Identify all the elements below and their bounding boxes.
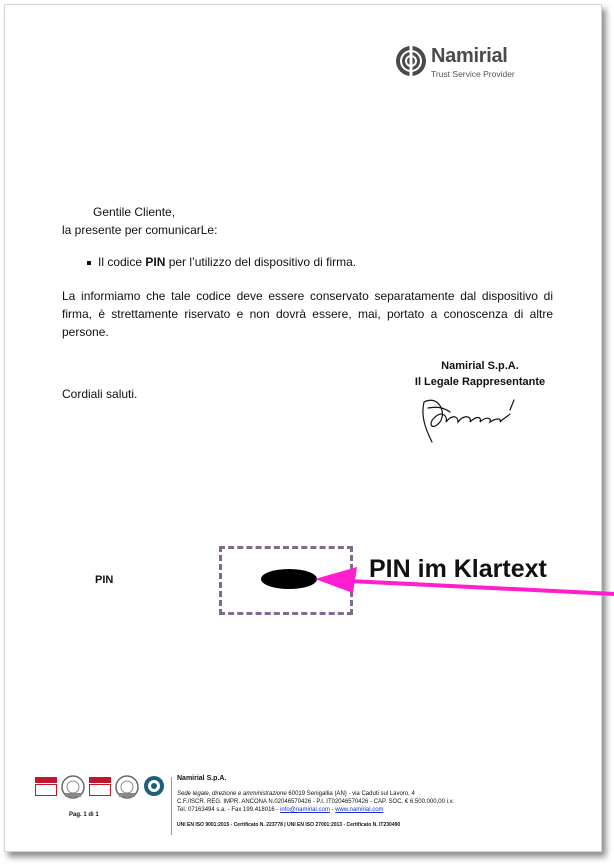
letter-page	[4, 4, 602, 852]
greeting: Gentile Cliente,	[93, 205, 176, 219]
cert-seal-2-icon	[115, 775, 139, 799]
footer-email-link[interactable]: info@namirial.com	[280, 807, 330, 813]
footer-address-rest: 60019 Senigallia (AN) - via Caduti sul Lavoro, 4	[286, 791, 415, 797]
footer-address	[177, 790, 415, 798]
footer-contact	[177, 806, 384, 814]
cert-seal-3-icon	[143, 775, 165, 797]
logo-subtitle: Trust Service Provider	[431, 69, 515, 79]
logo-icon	[395, 45, 427, 77]
footer-divider	[171, 777, 172, 835]
handwritten-signature	[418, 394, 524, 446]
bullet-bold: PIN	[145, 255, 166, 269]
footer-contact-prefix: Tel. 07163494 s.a. - Fax 199.418016 -	[177, 807, 281, 813]
signer-company: Namirial S.p.A.	[441, 360, 519, 372]
footer-address-italic: Sede legale, direzione e amministrazione	[177, 791, 287, 797]
intro-text: la presente per comunicarLe:	[62, 223, 218, 237]
footer-registry: C.F./ISCR. REG. IMPR. ANCONA N.02046570426 - P.I. IT02046570426 - CAP. SOC. € 6.500.000,00 i.v.	[177, 799, 454, 805]
annotation-text: PIN im Klartext	[369, 555, 547, 583]
footer-certifications: UNI EN ISO 9001:2015 - Certificato N. 223778 | UNI EN ISO 27001:2013 - Certificato N. IT230490	[177, 822, 401, 828]
closing: Cordiali saluti.	[62, 387, 138, 401]
pin-label: PIN	[95, 574, 114, 586]
logo-name: Namirial	[431, 45, 508, 67]
bullet-item	[98, 253, 356, 271]
info-paragraph: La informiamo che tale codice deve essere conservato separatamente dal dispositivo di firma, è strettamente riservato e non dovrà essere, mai, portato a conoscenza di altre persone.	[62, 289, 553, 339]
cert-seal-1-icon	[61, 775, 85, 799]
page-number: Pag. 1 di 1	[69, 812, 99, 818]
bullet-suffix: per l’utilizzo del dispositivo di firma.	[165, 255, 357, 269]
namirial-logo	[395, 43, 535, 83]
footer-company: Namirial S.p.A.	[177, 775, 227, 782]
signer-role: Il Legale Rappresentante	[414, 376, 546, 388]
cert-badge-2	[89, 777, 111, 797]
signature-block	[385, 358, 575, 390]
footer-contact-sep: -	[329, 807, 336, 813]
bullet-marker	[87, 261, 91, 265]
bullet-prefix: Il codice	[98, 255, 146, 269]
footer-website-link[interactable]: www.namirial.com	[335, 807, 384, 813]
cert-badge-1	[35, 777, 57, 797]
